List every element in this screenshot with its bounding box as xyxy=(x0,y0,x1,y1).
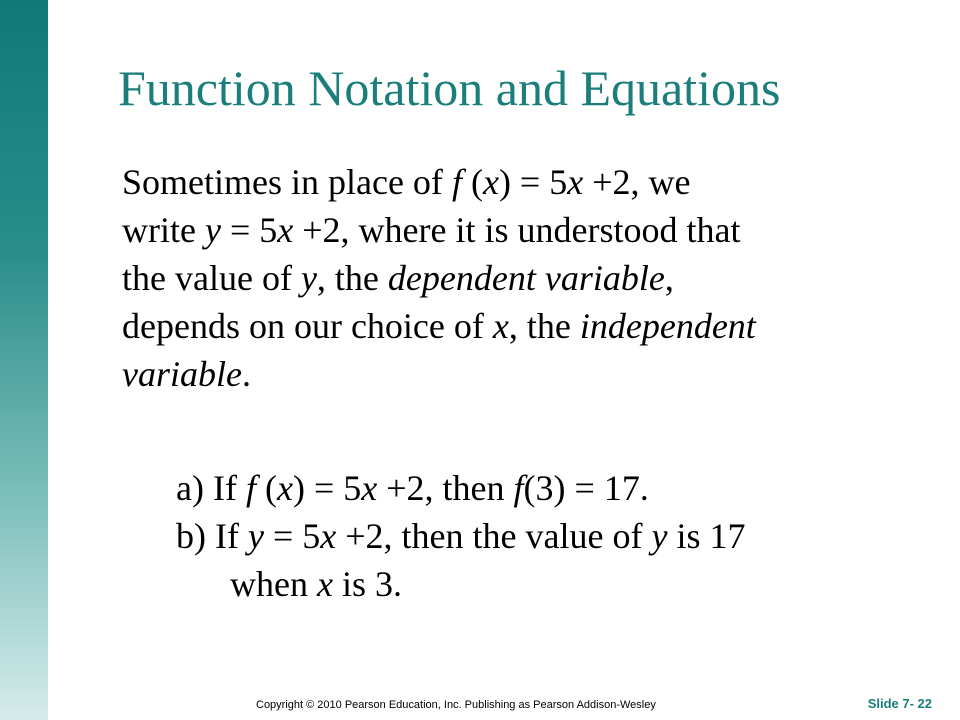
paragraph-line-2 xyxy=(122,206,912,254)
text: (3) = 17. xyxy=(523,468,649,508)
definition-paragraph xyxy=(122,158,912,398)
slide-title: Function Notation and Equations xyxy=(118,60,781,116)
text: , xyxy=(664,258,674,298)
text: +2, then xyxy=(377,468,514,508)
example-a xyxy=(176,464,936,512)
variable-y: y xyxy=(204,210,221,250)
examples-list xyxy=(176,464,936,608)
variable-x: x xyxy=(316,564,333,604)
function-symbol: f xyxy=(451,162,462,202)
variable-x: x xyxy=(277,210,294,250)
text: ) = 5 xyxy=(292,468,362,508)
function-symbol: f xyxy=(513,468,524,508)
variable-x: x xyxy=(361,468,378,508)
copyright-footer: Copyright © 2010 Pearson Education, Inc. Publishing as Pearson Addison-Wesley xyxy=(256,699,656,711)
variable-x: x xyxy=(492,306,509,346)
text: . xyxy=(241,354,251,394)
text: = 5 xyxy=(220,210,278,250)
example-b-continuation xyxy=(176,560,936,608)
text: is 3. xyxy=(332,564,402,604)
example-b xyxy=(176,512,936,560)
paragraph-line-4 xyxy=(122,302,912,350)
paragraph-line-1 xyxy=(122,158,912,206)
text: depends on our choice of xyxy=(122,306,493,346)
text: ( xyxy=(255,468,277,508)
text: ( xyxy=(461,162,483,202)
text: +2, where it is understood that xyxy=(293,210,741,250)
paragraph-line-3 xyxy=(122,254,912,302)
text: when xyxy=(230,564,317,604)
text: , the xyxy=(508,306,580,346)
text: , the xyxy=(316,258,388,298)
text: ) = 5 xyxy=(498,162,568,202)
text: b) If xyxy=(176,516,248,556)
text: write xyxy=(122,210,205,250)
slide-number: Slide 7- 22 xyxy=(867,696,932,711)
text: is 17 xyxy=(667,516,746,556)
text: a) If xyxy=(176,468,246,508)
term-variable: variable xyxy=(122,354,242,394)
paragraph-line-5 xyxy=(122,350,912,398)
variable-x: x xyxy=(320,516,337,556)
variable-y: y xyxy=(247,516,264,556)
function-symbol: f xyxy=(245,468,256,508)
text: Sometimes in place of xyxy=(122,162,452,202)
variable-x: x xyxy=(567,162,584,202)
text: = 5 xyxy=(263,516,321,556)
text: +2, we xyxy=(583,162,691,202)
text: +2, then the value of xyxy=(336,516,652,556)
variable-x: x xyxy=(482,162,499,202)
variable-y: y xyxy=(300,258,317,298)
variable-y: y xyxy=(651,516,668,556)
term-dependent-variable: dependent variable xyxy=(387,258,665,298)
decorative-side-bar xyxy=(0,0,48,720)
term-independent: independent xyxy=(579,306,756,346)
variable-x: x xyxy=(276,468,293,508)
text: the value of xyxy=(122,258,301,298)
